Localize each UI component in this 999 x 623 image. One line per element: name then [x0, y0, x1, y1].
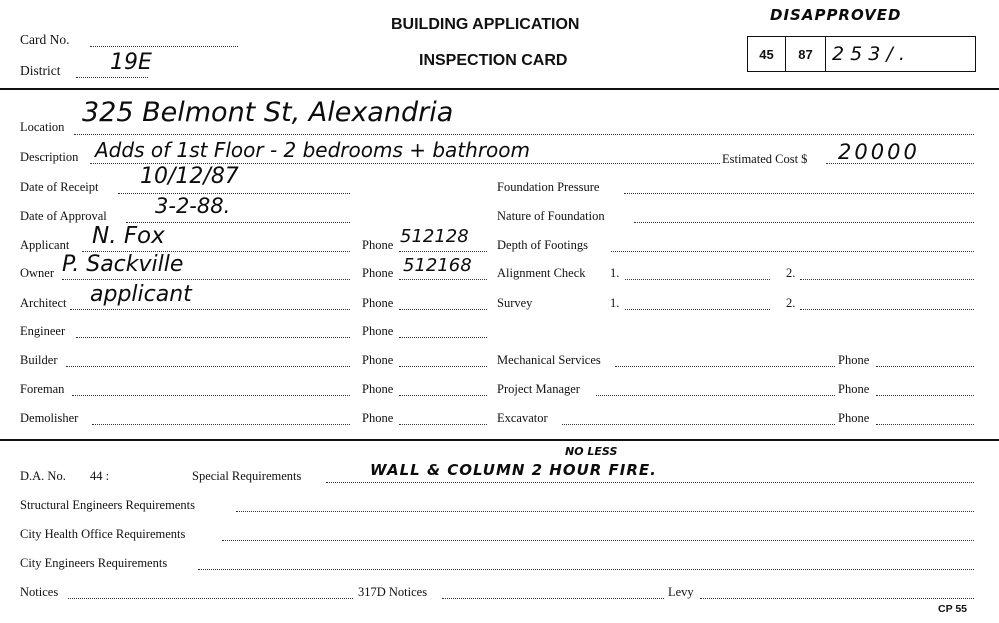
builder-phone-line: [399, 366, 487, 367]
special-requirements-value: WALL & COLUMN 2 HOUR FIRE.: [370, 461, 657, 479]
alignment-check-line-1: [625, 279, 770, 280]
architect-label: Architect: [20, 296, 67, 310]
builder-line: [66, 366, 350, 367]
special-requirements-note: NO LESS: [565, 445, 618, 458]
special-requirements-label: Special Requirements: [192, 469, 302, 483]
owner-phone-value: 512168: [403, 255, 472, 276]
foreman-label: Foreman: [20, 382, 65, 396]
mechanical-phone-line: [876, 366, 974, 367]
engineer-phone-line: [399, 337, 487, 338]
health-label: City Health Office Requirements: [20, 527, 186, 541]
notices-label: Notices: [20, 585, 59, 599]
da-value: 44 :: [90, 469, 110, 483]
applicant-phone-line: [399, 251, 487, 252]
applicant-value: N. Fox: [92, 223, 165, 249]
approval-label: Date of Approval: [20, 209, 107, 223]
card-no-label: Card No.: [20, 32, 70, 47]
builder-phone-label: Phone: [362, 353, 394, 367]
reference-cell-3: 2 5 3 / .: [832, 43, 905, 65]
engineer-line: [76, 337, 350, 338]
foreman-phone-label: Phone: [362, 382, 394, 396]
alignment-check-1: 1.: [610, 266, 620, 280]
foundation-pressure-label: Foundation Pressure: [497, 180, 600, 194]
district-label: District: [20, 63, 61, 78]
excavator-phone-label: Phone: [838, 411, 870, 425]
foreman-phone-line: [399, 395, 487, 396]
reference-cell-1: 45: [748, 37, 786, 71]
notices-317d-label: 317D Notices: [358, 585, 428, 599]
excavator-line: [562, 424, 835, 425]
card-no-line: [90, 46, 238, 47]
owner-phone-label: Phone: [362, 266, 394, 280]
project-manager-label: Project Manager: [497, 382, 580, 396]
reference-box: [747, 36, 976, 72]
project-manager-phone-line: [876, 395, 974, 396]
top-rule: [0, 88, 999, 90]
applicant-phone-value: 512128: [400, 226, 469, 247]
owner-label: Owner: [20, 266, 55, 280]
levy-line: [700, 598, 974, 599]
da-label: D.A. No.: [20, 469, 66, 483]
excavator-phone-line: [876, 424, 974, 425]
city-engineers-label: City Engineers Requirements: [20, 556, 168, 570]
city-engineers-line: [198, 569, 974, 570]
survey-line-1: [625, 309, 770, 310]
location-label: Location: [20, 120, 65, 134]
survey-2: 2.: [786, 296, 796, 310]
structural-line: [236, 511, 974, 512]
survey-label: Survey: [497, 296, 533, 310]
owner-line: [62, 279, 350, 280]
title-line2: INSPECTION CARD: [419, 52, 568, 69]
estimated-cost-label: Estimated Cost $: [722, 152, 808, 166]
depth-footings-label: Depth of Footings: [497, 238, 588, 252]
engineer-label: Engineer: [20, 324, 66, 338]
mechanical-line: [615, 366, 835, 367]
applicant-phone-label: Phone: [362, 238, 394, 252]
health-line: [222, 540, 974, 541]
receipt-value: 10/12/87: [140, 164, 239, 189]
disapproved-stamp: DISAPPROVED: [770, 6, 902, 24]
description-label: Description: [20, 150, 79, 164]
builder-label: Builder: [20, 353, 58, 367]
district-line: [76, 77, 148, 78]
district-value: 19E: [110, 50, 152, 75]
form-code: CP 55: [938, 603, 967, 615]
receipt-line: [118, 193, 350, 194]
foreman-line: [72, 395, 350, 396]
excavator-label: Excavator: [497, 411, 548, 425]
project-manager-line: [596, 395, 835, 396]
demolisher-line: [92, 424, 350, 425]
receipt-label: Date of Receipt: [20, 180, 99, 194]
architect-value: applicant: [90, 282, 192, 307]
architect-line: [70, 309, 350, 310]
foundation-pressure-line: [624, 193, 974, 194]
alignment-check-label: Alignment Check: [497, 266, 586, 280]
reference-cell-2: 87: [786, 37, 826, 71]
nature-foundation-line: [634, 222, 974, 223]
description-value: Adds of 1st Floor - 2 bedrooms + bathroom: [95, 138, 531, 162]
alignment-check-2: 2.: [786, 266, 796, 280]
owner-phone-line: [399, 279, 487, 280]
mechanical-label: Mechanical Services: [497, 353, 601, 367]
location-line: [74, 134, 974, 135]
structural-label: Structural Engineers Requirements: [20, 498, 195, 512]
architect-phone-line: [399, 309, 487, 310]
mechanical-phone-label: Phone: [838, 353, 870, 367]
location-value: 325 Belmont St, Alexandria: [82, 97, 454, 128]
engineer-phone-label: Phone: [362, 324, 394, 338]
notices-317d-line: [442, 598, 664, 599]
middle-rule: [0, 439, 999, 441]
architect-phone-label: Phone: [362, 296, 394, 310]
applicant-label: Applicant: [20, 238, 70, 252]
demolisher-phone-label: Phone: [362, 411, 394, 425]
approval-value: 3-2-88.: [155, 194, 231, 218]
demolisher-phone-line: [399, 424, 487, 425]
demolisher-label: Demolisher: [20, 411, 79, 425]
levy-label: Levy: [668, 585, 694, 599]
estimated-cost-value: 20000: [838, 140, 920, 164]
special-requirements-line: [326, 482, 974, 483]
notices-line: [68, 598, 353, 599]
project-manager-phone-label: Phone: [838, 382, 870, 396]
nature-foundation-label: Nature of Foundation: [497, 209, 605, 223]
alignment-check-line-2: [800, 279, 974, 280]
title-line1: BUILDING APPLICATION: [391, 16, 580, 33]
survey-line-2: [800, 309, 974, 310]
survey-1: 1.: [610, 296, 620, 310]
owner-value: P. Sackville: [62, 252, 184, 277]
depth-footings-line: [611, 251, 974, 252]
